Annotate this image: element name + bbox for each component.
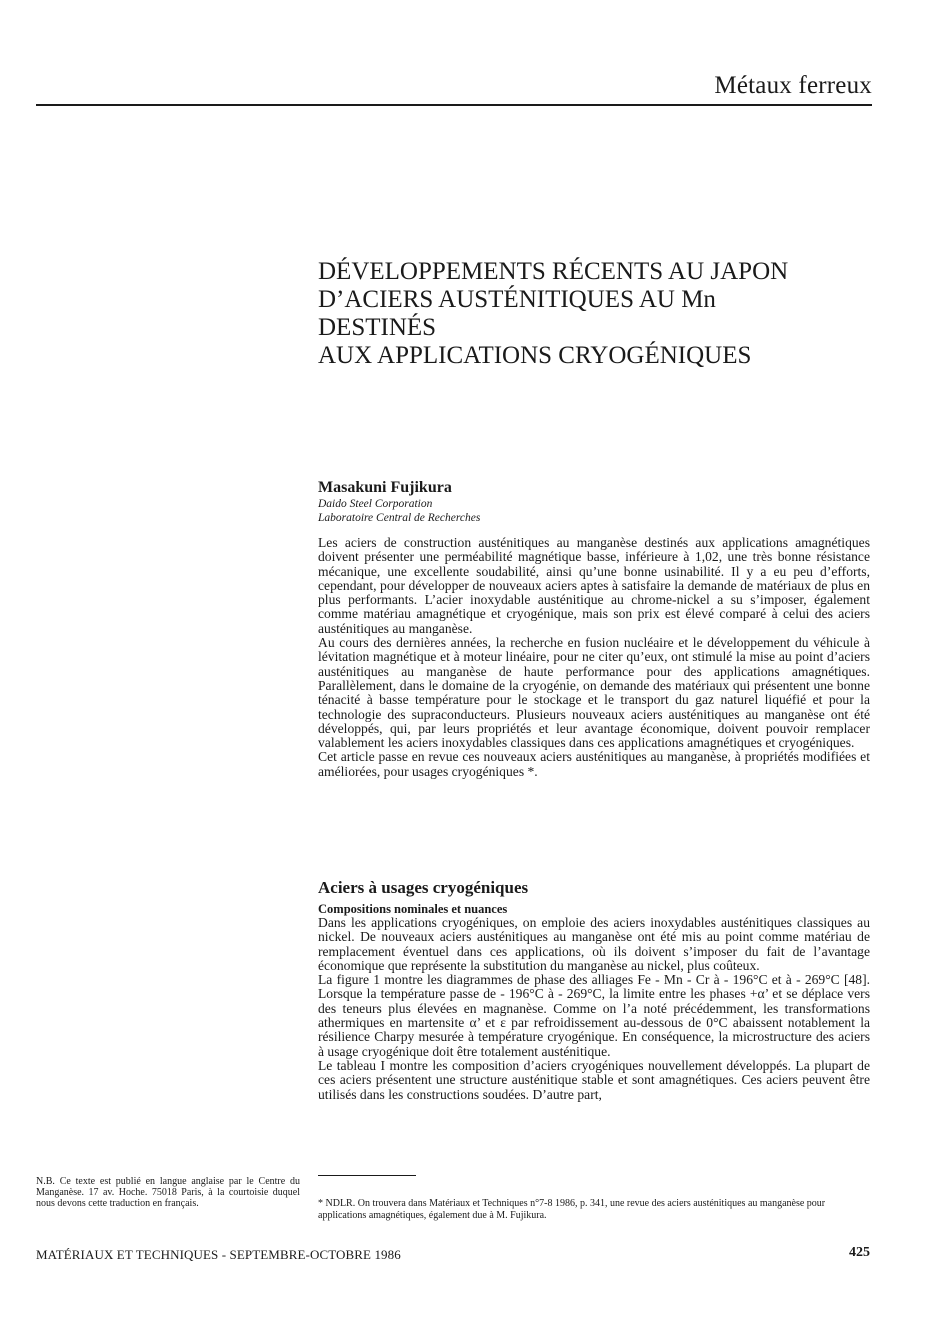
- title-line: DESTINÉS: [318, 314, 437, 341]
- abstract: [318, 536, 870, 779]
- journal-footer: MATÉRIAUX ET TECHNIQUES - SEPTEMBRE-OCTOBRE 1986: [36, 1247, 401, 1262]
- abstract-paragraph: Les aciers de construction austénitiques au manganèse destinés aux applications amagnétiques doivent présenter une perméabilité magnétique basse, inférieure à 1,02, une très bonne résistance mécanique, une excellente soudabilité, ainsi qu’une bonne usinabilité. Il y a eu peu d’efforts, cependant, pour développer de nouveaux aciers aptes à satisfaire la demande de matériaux de plus en plus performants. L’acier inoxydable austénitique au chrome-nickel a su s’imposer, également comme matériau amagnétique et cryogénique, mais son prix est élevé comparé à celui des aciers austénitiques au manganèse.: [318, 535, 870, 636]
- body-paragraph: Le tableau I montre les composition d’aciers cryogéniques nouvellement développés. La plupart de ces aciers présentent une structure austénitique stable et sont amagnétiques. Ces aciers peuvent être utilisés dans les constructions soudées. D’autre part,: [318, 1057, 870, 1102]
- title-line: AUX APPLICATIONS CRYOGÉNIQUES: [318, 342, 752, 369]
- abstract-paragraph: Au cours des dernières années, la recherche en fusion nucléaire et le développement du véhicule à lévitation magnétique et à moteur linéaire, pour ne citer qu’eux, ont stimulé la mise au point d’aciers austénitiques au manganèse de haute performance pour des applications amagnétiques. Parallèlement, dans le domaine de la cryogénie, on demande des matériaux qui présentent une bonne ténacité à basse température pour le stockage et le transport du gaz naturel liquéfié et pour la technologie des supraconducteurs. Plusieurs nouveaux aciers austénitiques au manganèse ont été développés, qui, par leurs propriétés et leur avantage économique, doivent pouvoir remplacer valablement les aciers inoxydables classiques dans ces applications amagnétiques et cryogéniques.: [318, 635, 870, 751]
- title-line: D’ACIERS AUSTÉNITIQUES AU Mn: [318, 286, 716, 313]
- abstract-paragraph: Cet article passe en revue ces nouveaux aciers austénitiques au manganèse, à propriétés modifiées et améliorées, pour usages cryogéniques *.: [318, 749, 870, 779]
- affiliation: Daido Steel Corporation: [318, 498, 433, 510]
- author-name: Masakuni Fujikura: [318, 479, 452, 496]
- footnote: * NDLR. On trouvera dans Matériaux et Techniques n°7-8 1986, p. 341, une revue des aciers austénitiques au manganèse pour applications amagnétiques, également due à M. Fujikura.: [318, 1198, 826, 1221]
- article-title: [318, 258, 878, 370]
- footnote-rule: [318, 1175, 416, 1176]
- subsection-heading: Compositions nominales et nuances: [318, 902, 508, 916]
- author-block: [318, 478, 878, 525]
- body-paragraph: La figure 1 montre les diagrammes de phase des alliages Fe - Mn - Cr à - 196°C et à - 269°C [48]. Lorsque la température passe de - 196°C à - 269°C, la limite entre les phases +α’ et se déplace vers des teneurs plus élevées en magnanèse. Comme on l’a noté précédemment, les transformations athermiques en martensite α’ et ε par refroidissement au-dessous de 0°C abaissent notablement la résilience Charpy mesurée à température cryogénique. En conséquence, la microstructure des aciers à usage cryogénique doit être totalement austénitique.: [318, 972, 870, 1059]
- header-rule: [36, 104, 872, 106]
- page-number: 425: [849, 1245, 870, 1260]
- section-heading: Aciers à usages cryogéniques: [318, 878, 529, 897]
- body-text: [318, 902, 870, 1102]
- body-paragraph: Dans les applications cryogéniques, on emploie des aciers inoxydables austénitiques classiques au nickel. De nouveaux aciers austénitiques au manganèse ont été mis au point comme matériau de remplacement éventuel dans ces applications, où ils doivent s’imposer du fait de l’avantage économique que représente la substitution du manganèse au nickel, plus coûteux.: [318, 915, 870, 973]
- section-header: Métaux ferreux: [714, 72, 872, 99]
- title-line: DÉVELOPPEMENTS RÉCENTS AU JAPON: [318, 258, 789, 285]
- side-note: N.B. Ce texte est publié en langue anglaise par le Centre du Manganèse. 17 av. Hoche. 75018 Paris, à la courtoisie duquel nous devons cette traduction en français.: [36, 1176, 300, 1209]
- affiliation: Laboratoire Central de Recherches: [318, 512, 481, 524]
